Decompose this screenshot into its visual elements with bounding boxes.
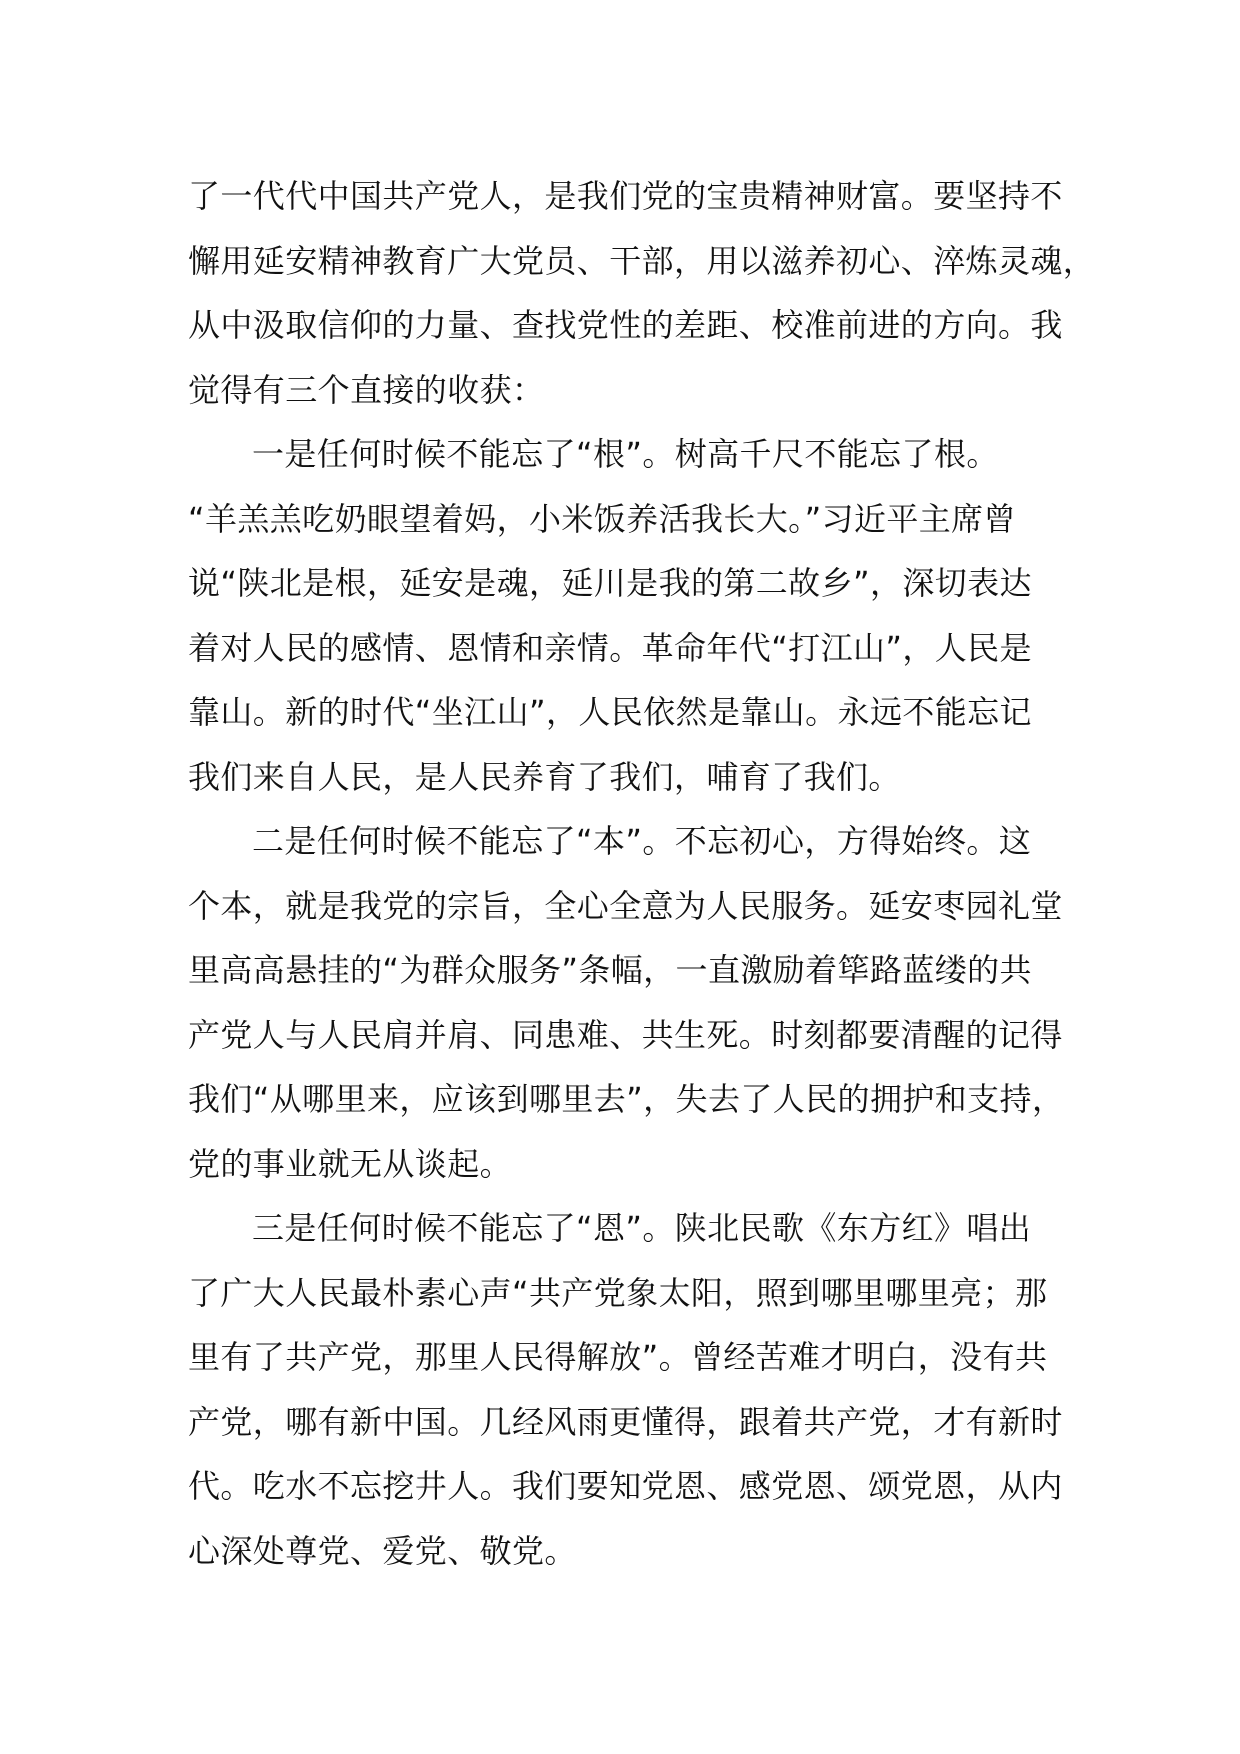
text-line: 我们“从哪里来，应该到哪里去”，失去了人民的拥护和支持， xyxy=(188,1080,1065,1118)
text-line: 个本，就是我党的宗旨，全心全意为人民服务。延安枣园礼堂 xyxy=(188,886,1063,925)
paragraph-first-line: 三是任何时候不能忘了“恩”。陕北民歌《东方红》唱出 xyxy=(252,1209,1032,1247)
text-line: 心深处尊党、爱党、敬党。 xyxy=(188,1531,577,1570)
text-line: 了一代代中国共产党人，是我们党的宝贵精神财富。要坚持不 xyxy=(188,177,1063,215)
text-line: 党的事业就无从谈起。 xyxy=(188,1144,513,1183)
text-line: 里有了共产党，那里人民得解放”。曾经苦难才明白，没有共 xyxy=(188,1338,1048,1376)
text-line: 我们来自人民，是人民养育了我们，哺育了我们。 xyxy=(188,757,901,796)
paragraph-first-line: 一是任何时候不能忘了“根”。树高千尺不能忘了根。 xyxy=(252,435,999,473)
text-line: 说“陕北是根，延安是魂，延川是我的第二故乡”，深切表达 xyxy=(188,564,1032,602)
text-line: 里高高悬挂的“为群众服务”条幅，一直激励着筚路蓝缕的共 xyxy=(188,951,1032,989)
text-line: 产党，哪有新中国。几经风雨更懂得，跟着共产党，才有新时 xyxy=(188,1402,1063,1441)
paragraph-first-line: 二是任何时候不能忘了“本”。不忘初心，方得始终。这 xyxy=(252,822,1032,860)
text-line: 觉得有三个直接的收获： xyxy=(188,370,545,409)
text-line: 靠山。新的时代“坐江山”，人民依然是靠山。永远不能忘记 xyxy=(188,693,1032,731)
text-line: 懈用延安精神教育广大党员、干部，用以滋养初心、淬炼灵魂， xyxy=(188,241,1096,280)
text-line: 着对人民的感情、恩情和亲情。革命年代“打江山”，人民是 xyxy=(188,628,1032,667)
body-text xyxy=(188,164,1096,1583)
text-line: 产党人与人民肩并肩、同患难、共生死。时刻都要清醒的记得 xyxy=(188,1015,1063,1054)
text-line: 了广大人民最朴素心声“共产党象太阳，照到哪里哪里亮；那 xyxy=(188,1273,1048,1312)
text-line: 从中汲取信仰的力量、查找党性的差距、校准前进的方向。我 xyxy=(188,306,1063,344)
text-line: 代。吃水不忘挖井人。我们要知党恩、感党恩、颂党恩，从内 xyxy=(188,1467,1063,1505)
text-line: “羊羔羔吃奶眼望着妈，小米饭养活我长大。”习近平主席曾 xyxy=(188,499,1016,538)
